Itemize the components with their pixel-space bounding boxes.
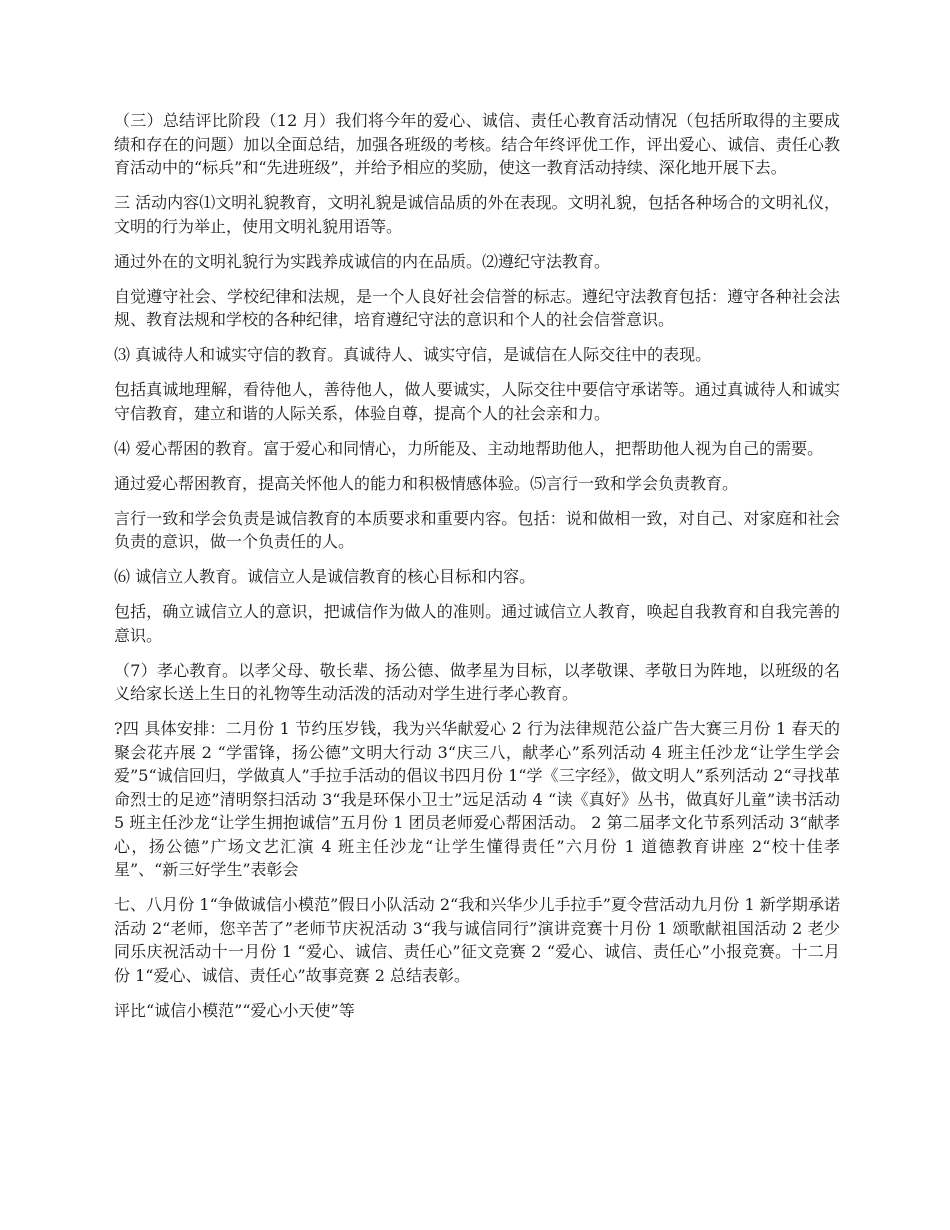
paragraph-sincerity-heading: ⑶ 真诚待人和诚实守信的教育。真诚待人、诚实守信，是诚信在人际交往中的表现。 (114, 345, 712, 364)
paragraph-etiquette-practice: 通过外在的文明礼貌行为实践养成诚信的内在品质。⑵遵纪守法教育。 (114, 251, 611, 271)
paragraph-awards: 评比“诚信小模范”“爱心小天使”等 (114, 1000, 355, 1020)
paragraph-activity-content: 三 活动内容⑴文明礼貌教育，文明礼貌是诚信品质的外在表现。文明礼貌，包括各种场合的文明礼仪，文明的行为举止，使用文明礼貌用语等。 (114, 193, 840, 236)
paragraph-filial-piety: （7）孝心教育。以孝父母、敬长辈、扬公德、做孝星为目标，以孝敬课、孝敬日为阵地，以班级的名义给家长送上生日的礼物等生动活泼的活动对学生进行孝心教育。 (114, 660, 840, 703)
document-body (114, 109, 840, 1034)
paragraph-sincerity-detail: 包括真诚地理解，看待他人，善待他人，做人要诚实，人际交往中要信守承诺等。通过真诚待人和诚实守信教育，建立和谐的人际关系，体验自尊，提高个人的社会亲和力。 (114, 380, 840, 423)
paragraph-responsibility: 言行一致和学会负责是诚信教育的本质要求和重要内容。包括：说和做相一致，对自己、对家庭和社会负责的意识，做一个负责任的人。 (114, 508, 840, 551)
paragraph-schedule-continued: 七、八月份 1“争做诚信小模范”假日小队活动 2“我和兴华少儿手拉手”夏令营活动九月份 1 新学期承诺活动 2“老师，您辛苦了”老师节庆祝活动 3“我与诚信同行”演讲竞赛十月份 1 颂歌献祖国活动 2 老少同乐庆祝活动十一月份 1 “爱心、诚信、责任心”征文竞赛 2 “爱心、诚信、责任心”小报竞赛。十二月份 1“爱心、诚信、责任心”故事竞赛 2 总结表彰。 (114, 895, 840, 985)
paragraph-integrity-detail: 包括，确立诚信立人的意识，把诚信作为做人的准则。通过诚信立人教育，唤起自我教育和自我完善的意识。 (114, 602, 840, 645)
paragraph-summary-stage: （三）总结评比阶段（12 月）我们将今年的爱心、诚信、责任心教育活动情况（包括所取得的主要成绩和存在的问题）加以全面总结，加强各班级的考核。结合年终评优工作，评出爱心、诚信、责任心教育活动中的“标兵”和“先进班级”，并给予相应的奖励，使这一教育活动持续、深化地开展下去。 (114, 111, 840, 177)
paragraph-helping-detail: 通过爱心帮困教育，提高关怀他人的能力和积极情感体验。⑸言行一致和学会负责教育。 (114, 473, 739, 493)
paragraph-law-education: 自觉遵守社会、学校纪律和法规，是一个人良好社会信誉的标志。遵纪守法教育包括：遵守各种社会法规、教育法规和学校的各种纪律，培育遵纪守法的意识和个人的社会信誉意识。 (114, 286, 840, 329)
paragraph-schedule: ?四 具体安排：二月份 1 节约压岁钱，我为兴华献爱心 2 行为法律规范公益广告大赛三月份 1 春天的聚会花卉展 2 “学雷锋，扬公德”文明大行动 3“庆三八，献孝心”系列活动 4 班主任沙龙“让学生学会爱”5“诚信回归，学做真人”手拉手活动的倡议书四月份 1“学《三字经》，做文明人”系列活动 2“寻找革命烈士的足迹”清明祭扫活动 3“我是环保小卫士”远足活动 4 “读《真好》丛书，做真好儿童”读书活动 5 班主任沙龙“让学生拥抱诚信”五月份 1 团员老师爱心帮困活动。 2 第二届孝文化节系列活动 3“献孝心，扬公德”广场文艺汇演 4 班主任沙龙“让学生懂得责任”六月份 1 道德教育讲座 2“校十佳孝星”、“新三好学生”表彰会 (114, 719, 840, 879)
paragraph-integrity-heading: ⑹ 诚信立人教育。诚信立人是诚信教育的核心目标和内容。 (114, 567, 536, 586)
paragraph-helping-heading: ⑷ 爱心帮困的教育。富于爱心和同情心，力所能及、主动地帮助他人，把帮助他人视为自己的需要。 (114, 438, 824, 458)
